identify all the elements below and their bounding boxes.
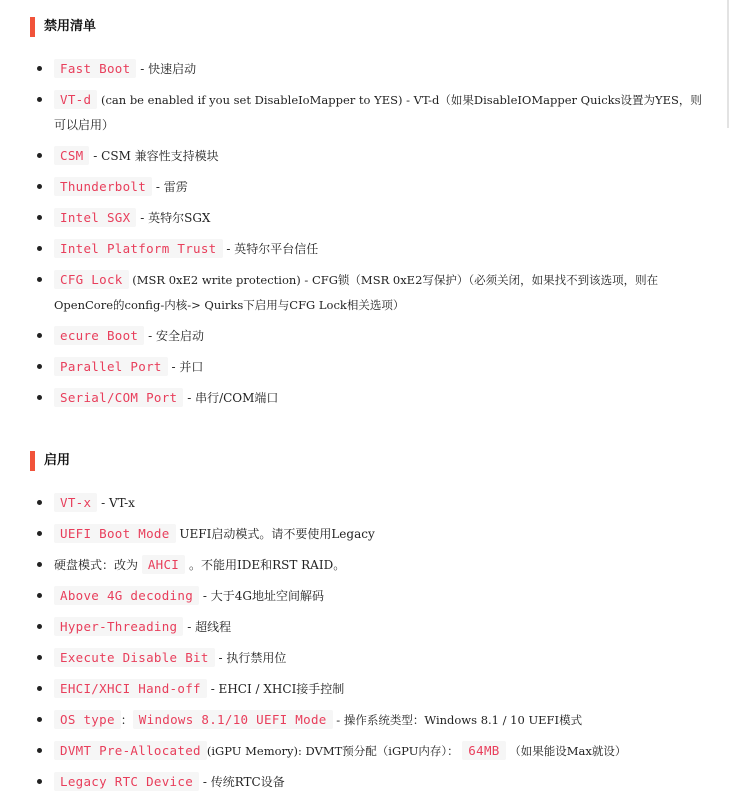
enable-list: [32, 490, 712, 800]
item-text: - 串行/COM端口: [183, 391, 279, 405]
code-cfg-lock: CFG Lock: [54, 270, 129, 289]
item-text: - EHCI / XHCI接手控制: [206, 682, 345, 696]
code-serial-com-port: Serial/COM Port: [54, 388, 183, 407]
item-text: - 执行禁用位: [214, 651, 287, 665]
code-vt-d: VT-d: [54, 90, 97, 109]
item-text: - 超线程: [183, 620, 232, 634]
item-text: - 安全启动: [144, 329, 204, 343]
code-uefi-boot-mode: UEFI Boot Mode: [54, 524, 176, 543]
item-text: - 并口: [167, 360, 204, 374]
code-legacy-rtc-device: Legacy RTC Device: [54, 772, 199, 791]
section-title-enable: 启用: [30, 451, 70, 471]
list-item: [32, 583, 712, 614]
item-text: - 大于4G地址空间解码: [199, 589, 324, 603]
item-text-cont: 可以启用）: [54, 118, 115, 132]
item-text: - 快速启动: [136, 62, 197, 76]
list-item: [32, 385, 712, 416]
code-windows-uefi-mode: Windows 8.1/10 UEFI Mode: [133, 710, 333, 729]
list-item: [32, 521, 712, 552]
list-item: [32, 676, 712, 707]
item-prefix: 硬盘模式：改为: [54, 558, 142, 572]
item-text: - 雷雳: [152, 180, 188, 194]
code-thunderbolt: Thunderbolt: [54, 177, 152, 196]
item-text: - 传统RTC设备: [199, 775, 285, 789]
item-text: （如果能设Max就设）: [505, 744, 627, 758]
list-item: [32, 738, 712, 769]
list-item: [32, 205, 712, 236]
code-os-type: OS type: [54, 710, 121, 729]
item-mid: (iGPU Memory): DVMT预分配（iGPU内存）：: [206, 744, 463, 758]
code-ahci: AHCI: [142, 555, 185, 574]
item-text: 。不能用IDE和RST RAID。: [185, 558, 346, 572]
code-above-4g-decoding: Above 4G decoding: [54, 586, 199, 605]
list-item: [32, 267, 712, 323]
code-vt-x: VT-x: [54, 493, 97, 512]
list-item: [32, 174, 712, 205]
item-text: - CSM 兼容性支持模块: [89, 149, 219, 163]
item-text: - 操作系统类型：Windows 8.1 / 10 UEFI模式: [332, 713, 583, 727]
list-item: [32, 56, 712, 87]
list-item: [32, 490, 712, 521]
item-text: UEFI启动模式。请不要使用Legacy: [175, 527, 375, 541]
code-intel-sgx: Intel SGX: [54, 208, 136, 227]
code-parallel-port: Parallel Port: [54, 357, 168, 376]
list-item: [32, 87, 712, 143]
code-dvmt-pre-allocated: DVMT Pre-Allocated: [54, 741, 207, 760]
item-text: - 英特尔SGX: [136, 211, 211, 225]
list-item: [32, 645, 712, 676]
list-item: [32, 552, 712, 583]
item-text: (can be enabled if you set DisableIoMapper to YES) - VT-d（如果DisableIOMapper Quicks设置为YES，则: [97, 93, 702, 107]
list-item: [32, 323, 712, 354]
code-secure-boot: ecure Boot: [54, 326, 144, 345]
code-fast-boot: Fast Boot: [54, 59, 136, 78]
list-item: [32, 354, 712, 385]
code-ehci-xhci-hand-off: EHCI/XHCI Hand-off: [54, 679, 207, 698]
code-64mb: 64MB: [462, 741, 505, 760]
item-mid: ：: [120, 713, 133, 727]
list-item: [32, 143, 712, 174]
list-item: [32, 707, 712, 738]
list-item: [32, 769, 712, 800]
code-csm: CSM: [54, 146, 89, 165]
code-intel-platform-trust: Intel Platform Trust: [54, 239, 223, 258]
list-item: [32, 236, 712, 267]
code-execute-disable-bit: Execute Disable Bit: [54, 648, 215, 667]
item-text: - 英特尔平台信任: [222, 242, 319, 256]
item-text: - VT-x: [97, 496, 135, 510]
item-text: (MSR 0xE2 write protection) - CFG锁（MSR 0xE2写保护）（必须关闭，如果找不到该选项，则在: [128, 273, 659, 287]
disable-list: [32, 56, 712, 416]
code-hyper-threading: Hyper-Threading: [54, 617, 183, 636]
item-text-cont: OpenCore的config-内核-> Quirks下启用与CFG Lock相关选项）: [54, 298, 405, 312]
section-title-disable: 禁用清单: [30, 17, 96, 37]
list-item: [32, 614, 712, 645]
